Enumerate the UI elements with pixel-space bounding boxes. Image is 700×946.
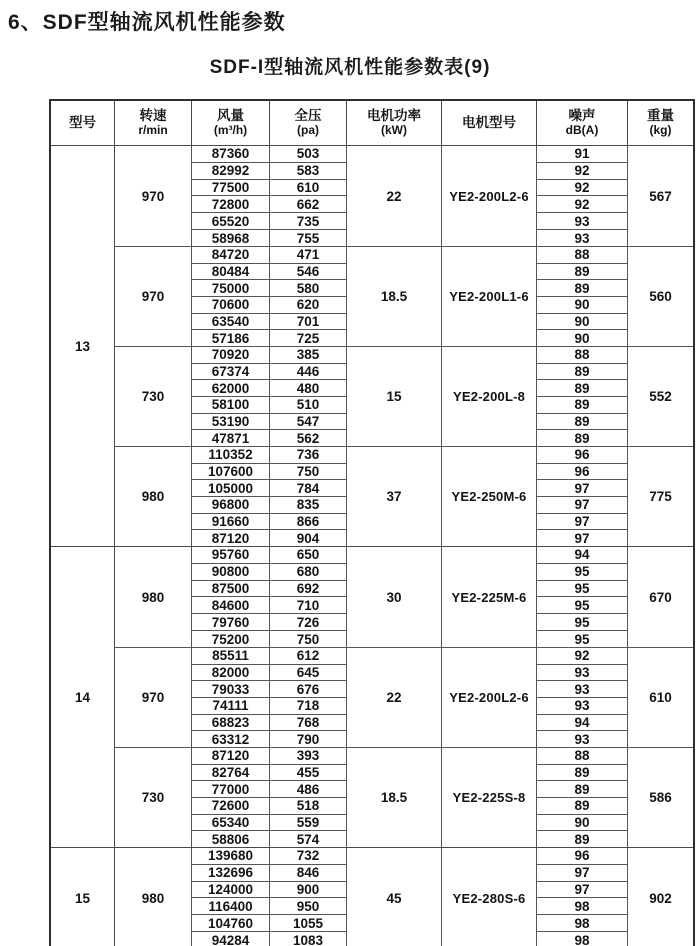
pressure-cell: 846	[296, 865, 320, 881]
speed-cell: 980	[115, 848, 192, 946]
flow-cell: 82992	[192, 163, 270, 179]
table-row	[192, 547, 346, 563]
pressure-cell: 680	[296, 564, 320, 580]
pressure-cell: 510	[296, 397, 320, 413]
flow-pressure-column	[192, 648, 347, 747]
noise-cell: 95	[537, 580, 627, 597]
pressure-cell: 726	[296, 614, 320, 630]
flow-cell: 84600	[192, 597, 270, 613]
noise-cell: 92	[537, 195, 627, 212]
flow-cell: 62000	[192, 380, 270, 396]
noise-cell: 95	[537, 630, 627, 647]
pressure-cell: 692	[296, 581, 320, 597]
noise-cell: 98	[537, 931, 627, 946]
pressure-cell: 610	[296, 180, 320, 196]
noise-cell: 89	[537, 797, 627, 814]
pressure-cell: 650	[296, 547, 320, 563]
noise-cell: 97	[537, 496, 627, 513]
table-row	[192, 897, 346, 914]
table-row	[192, 513, 346, 530]
pressure-cell: 732	[296, 848, 320, 864]
pressure-cell: 1083	[292, 932, 324, 946]
flow-cell: 80484	[192, 264, 270, 280]
table-row	[192, 463, 346, 480]
table-row	[192, 363, 346, 380]
noise-cell: 90	[537, 329, 627, 346]
table-row	[192, 780, 346, 797]
flow-cell: 68823	[192, 715, 270, 731]
noise-cell: 93	[537, 680, 627, 697]
noise-cell: 98	[537, 897, 627, 914]
pressure-cell: 755	[296, 230, 320, 246]
flow-cell: 87500	[192, 581, 270, 597]
motor-model-cell: YE2-200L-8	[442, 347, 537, 446]
noise-column	[537, 848, 628, 946]
table-row	[192, 680, 346, 697]
noise-cell: 93	[537, 229, 627, 246]
pressure-cell: 750	[296, 631, 320, 647]
header-flow	[192, 101, 270, 145]
flow-cell: 87120	[192, 748, 270, 764]
pressure-cell: 710	[296, 597, 320, 613]
header-speed-label: 转速	[139, 108, 167, 124]
header-flow-unit: (m³/h)	[213, 122, 248, 137]
table-row	[192, 313, 346, 330]
noise-cell: 89	[537, 396, 627, 413]
flow-cell: 63540	[192, 314, 270, 330]
header-speed	[115, 101, 192, 145]
speed-cell: 980	[115, 547, 192, 647]
header-model-label: 型号	[69, 115, 96, 131]
table-row	[192, 195, 346, 212]
flow-cell: 79033	[192, 681, 270, 697]
pressure-cell: 750	[296, 464, 320, 479]
table-row	[192, 212, 346, 229]
noise-cell: 97	[537, 864, 627, 881]
speed-cell: 970	[115, 247, 192, 346]
noise-cell: 96	[537, 463, 627, 480]
flow-cell: 65520	[192, 213, 270, 229]
header-power-unit: (kW)	[381, 122, 407, 137]
header-weight-unit: (kg)	[649, 122, 672, 137]
performance-block	[115, 346, 693, 446]
table-row	[192, 263, 346, 280]
speed-cell: 970	[115, 648, 192, 747]
motor-model-cell: YE2-225M-6	[442, 547, 537, 647]
performance-block	[115, 446, 693, 546]
header-pressure	[270, 101, 347, 145]
power-cell: 18.5	[347, 748, 442, 847]
pressure-cell: 471	[296, 247, 320, 263]
flow-cell: 77500	[192, 180, 270, 196]
noise-cell: 89	[537, 830, 627, 847]
weight-cell: 775	[649, 489, 672, 504]
table-row	[192, 764, 346, 781]
header-noise-unit: dB(A)	[565, 122, 599, 137]
flow-cell: 72800	[192, 196, 270, 212]
flow-cell: 132696	[192, 865, 270, 881]
pressure-cell: 768	[296, 715, 320, 731]
table-header-row	[51, 101, 693, 146]
flow-cell: 75200	[192, 631, 270, 647]
noise-cell: 98	[537, 914, 627, 931]
pressure-cell: 562	[296, 430, 320, 446]
pressure-cell: 735	[296, 213, 320, 229]
noise-cell: 95	[537, 596, 627, 613]
flow-cell: 91660	[192, 514, 270, 530]
noise-cell: 94	[574, 547, 590, 563]
pressure-cell: 900	[296, 882, 320, 898]
table-row	[192, 279, 346, 296]
noise-cell: 92	[537, 162, 627, 179]
motor-model-cell: YE2-200L2-6	[442, 146, 537, 246]
performance-block	[115, 547, 693, 647]
table-row	[192, 648, 346, 664]
weight-cell: 586	[649, 790, 672, 805]
flow-cell: 85511	[192, 648, 270, 664]
header-noise-label: 噪声	[568, 108, 596, 124]
noise-cell: 89	[537, 363, 627, 380]
pressure-cell: 580	[296, 280, 320, 296]
table-body	[51, 146, 693, 946]
pressure-cell: 662	[296, 196, 320, 212]
header-noise	[537, 101, 628, 145]
table-row	[192, 664, 346, 681]
pressure-cell: 446	[296, 364, 320, 379]
noise-cell: 96	[574, 848, 590, 864]
pressure-cell: 393	[296, 748, 320, 764]
pressure-cell: 784	[296, 480, 320, 496]
power-cell: 37	[347, 447, 442, 546]
model-cell: 15	[51, 848, 115, 946]
motor-model-cell: YE2-200L2-6	[442, 648, 537, 747]
noise-cell: 93	[537, 697, 627, 714]
performance-block	[115, 848, 693, 946]
noise-cell: 97	[537, 529, 627, 546]
flow-cell: 65340	[192, 815, 270, 831]
power-cell: 22	[347, 648, 442, 747]
header-pressure-unit: (pa)	[297, 122, 319, 137]
noise-column	[537, 146, 628, 246]
weight-cell: 567	[649, 188, 672, 204]
noise-cell: 90	[537, 296, 627, 313]
pressure-cell: 547	[296, 414, 320, 430]
table-row	[192, 630, 346, 647]
table-row	[192, 748, 346, 764]
pressure-cell: 790	[296, 731, 320, 747]
table-row	[192, 146, 346, 162]
header-motor-label: 电机型号	[462, 115, 516, 131]
pressure-cell: 503	[296, 146, 320, 162]
pressure-cell: 612	[296, 648, 320, 664]
header-pressure-label: 全压	[294, 108, 322, 124]
fan-spec-table	[49, 99, 695, 946]
speed-cell: 730	[115, 347, 192, 446]
pressure-cell: 736	[296, 447, 320, 463]
noise-cell: 88	[574, 347, 590, 363]
table-row	[192, 881, 346, 898]
flow-cell: 94284	[192, 932, 270, 946]
flow-cell: 87120	[192, 530, 270, 546]
flow-cell: 57186	[192, 330, 270, 346]
pressure-cell: 718	[296, 698, 320, 714]
pressure-cell: 620	[296, 297, 320, 313]
noise-cell: 93	[537, 212, 627, 229]
flow-cell: 105000	[192, 480, 270, 496]
flow-pressure-column	[192, 547, 347, 647]
flow-pressure-column	[192, 146, 347, 246]
table-row	[192, 429, 346, 446]
pressure-cell: 904	[296, 530, 320, 546]
motor-model-cell: YE2-200L1-6	[442, 247, 537, 346]
noise-cell: 90	[537, 814, 627, 831]
table-row	[192, 162, 346, 179]
flow-cell: 58100	[192, 397, 270, 413]
weight-cell: 560	[649, 289, 672, 304]
speed-cell: 730	[115, 748, 192, 847]
model-section	[51, 546, 693, 847]
pressure-cell: 583	[296, 163, 320, 179]
power-cell: 18.5	[347, 247, 442, 346]
header-power	[347, 101, 442, 145]
performance-block	[115, 747, 693, 847]
noise-cell: 93	[537, 730, 627, 747]
table-title: SDF-I型轴流风机性能参数表(9)	[209, 57, 491, 78]
noise-column	[537, 648, 628, 747]
pressure-cell: 645	[296, 665, 320, 680]
power-cell: 22	[347, 146, 442, 246]
header-speed-unit: r/min	[138, 122, 168, 137]
table-row	[192, 714, 346, 731]
noise-cell: 91	[574, 146, 590, 162]
table-row	[192, 848, 346, 864]
noise-cell: 89	[537, 263, 627, 280]
table-row	[192, 797, 346, 814]
flow-cell: 82000	[192, 665, 270, 681]
flow-pressure-column	[192, 748, 347, 847]
weight-cell: 552	[649, 389, 672, 404]
weight-cell: 610	[649, 690, 672, 705]
noise-cell: 92	[537, 179, 627, 196]
pressure-cell: 866	[296, 514, 320, 530]
weight-cell: 670	[649, 589, 672, 605]
pressure-cell: 559	[296, 815, 320, 831]
pressure-cell: 725	[296, 330, 320, 346]
table-row	[192, 347, 346, 363]
noise-cell: 96	[574, 447, 590, 463]
pressure-cell: 1055	[292, 915, 324, 931]
flow-cell: 58806	[192, 831, 270, 847]
motor-model-cell: YE2-225S-8	[442, 748, 537, 847]
flow-cell: 53190	[192, 414, 270, 430]
performance-block	[115, 146, 693, 246]
pressure-cell: 518	[296, 798, 320, 814]
table-row	[192, 613, 346, 630]
header-flow-label: 风量	[217, 108, 244, 124]
flow-cell: 90800	[192, 564, 270, 580]
table-row	[192, 179, 346, 196]
noise-column	[537, 247, 628, 346]
header-motor	[442, 101, 537, 145]
table-row	[192, 864, 346, 881]
header-model	[51, 101, 115, 145]
model-section	[51, 146, 693, 546]
noise-cell: 97	[537, 513, 627, 530]
performance-block	[115, 246, 693, 346]
pressure-cell: 701	[296, 314, 320, 330]
table-row	[192, 730, 346, 747]
pressure-cell: 546	[296, 264, 320, 279]
noise-column	[537, 547, 628, 647]
noise-cell: 89	[537, 413, 627, 430]
flow-cell: 84720	[192, 247, 270, 263]
noise-column	[537, 347, 628, 446]
noise-cell: 89	[537, 379, 627, 396]
motor-model-cell: YE2-250M-6	[442, 447, 537, 546]
flow-pressure-column	[192, 347, 347, 446]
weight-cell: 902	[649, 890, 672, 906]
power-cell: 15	[347, 347, 442, 446]
noise-cell: 92	[574, 648, 590, 664]
speed-cell: 980	[115, 447, 192, 546]
flow-cell: 116400	[192, 898, 270, 914]
flow-cell: 70920	[192, 347, 270, 363]
flow-cell: 139680	[192, 848, 270, 864]
table-row	[192, 247, 346, 263]
table-row	[192, 596, 346, 613]
flow-cell: 63312	[192, 731, 270, 747]
noise-column	[537, 748, 628, 847]
flow-cell: 74111	[192, 698, 270, 714]
motor-model-cell: YE2-280S-6	[442, 848, 537, 946]
header-weight-label: 重量	[647, 108, 674, 124]
flow-cell: 47871	[192, 430, 270, 446]
table-row	[192, 229, 346, 246]
model-blocks	[115, 547, 693, 847]
noise-cell: 94	[537, 714, 627, 731]
pressure-cell: 574	[296, 831, 320, 847]
flow-cell: 124000	[192, 882, 270, 898]
noise-cell: 88	[574, 247, 590, 263]
pressure-cell: 835	[296, 497, 320, 513]
flow-cell: 107600	[192, 464, 270, 480]
noise-cell: 90	[537, 313, 627, 330]
noise-cell: 89	[537, 764, 627, 781]
noise-cell: 97	[537, 479, 627, 496]
header-weight	[628, 101, 693, 145]
noise-cell: 93	[537, 664, 627, 681]
performance-block	[115, 647, 693, 747]
table-row	[192, 529, 346, 546]
flow-pressure-column	[192, 247, 347, 346]
flow-cell: 77000	[192, 781, 270, 797]
table-row	[192, 329, 346, 346]
table-row	[192, 931, 346, 946]
noise-cell: 97	[537, 881, 627, 898]
flow-cell: 104760	[192, 915, 270, 931]
noise-cell: 89	[537, 429, 627, 446]
pressure-cell: 676	[296, 681, 320, 697]
noise-cell: 89	[537, 279, 627, 296]
pressure-cell: 455	[296, 765, 320, 780]
pressure-cell: 486	[296, 781, 320, 797]
power-cell: 30	[347, 547, 442, 647]
flow-cell: 96800	[192, 497, 270, 513]
table-row	[192, 396, 346, 413]
noise-column	[537, 447, 628, 546]
flow-cell: 67374	[192, 364, 270, 380]
table-row	[192, 830, 346, 847]
table-row	[192, 479, 346, 496]
flow-cell: 58968	[192, 230, 270, 246]
table-row	[192, 413, 346, 430]
flow-pressure-column	[192, 447, 347, 546]
pressure-cell: 480	[296, 380, 320, 396]
speed-cell: 970	[115, 146, 192, 246]
table-row	[192, 914, 346, 931]
pressure-cell: 950	[296, 898, 320, 914]
table-row	[192, 296, 346, 313]
model-blocks	[115, 848, 693, 946]
flow-cell: 95760	[192, 547, 270, 563]
noise-cell: 88	[574, 748, 590, 764]
table-row	[192, 580, 346, 597]
table-row	[192, 814, 346, 831]
flow-cell: 75000	[192, 280, 270, 296]
noise-cell: 89	[537, 780, 627, 797]
flow-cell: 87360	[192, 146, 270, 162]
flow-pressure-column	[192, 848, 347, 946]
pressure-cell: 385	[296, 347, 320, 363]
flow-cell: 79760	[192, 614, 270, 630]
table-row	[192, 697, 346, 714]
page-title: 6、SDF型轴流风机性能参数	[8, 11, 286, 34]
flow-cell: 72600	[192, 798, 270, 814]
flow-cell: 70600	[192, 297, 270, 313]
flow-cell: 82764	[192, 765, 270, 781]
header-power-label: 电机功率	[367, 108, 421, 124]
power-cell: 45	[347, 848, 442, 946]
noise-cell: 95	[537, 563, 627, 580]
model-cell: 13	[51, 146, 115, 546]
model-blocks	[115, 146, 693, 546]
table-row	[192, 379, 346, 396]
model-cell: 14	[51, 547, 115, 847]
model-section	[51, 847, 693, 946]
table-row	[192, 496, 346, 513]
table-row	[192, 447, 346, 463]
noise-cell: 95	[537, 613, 627, 630]
flow-cell: 110352	[192, 447, 270, 463]
table-row	[192, 563, 346, 580]
